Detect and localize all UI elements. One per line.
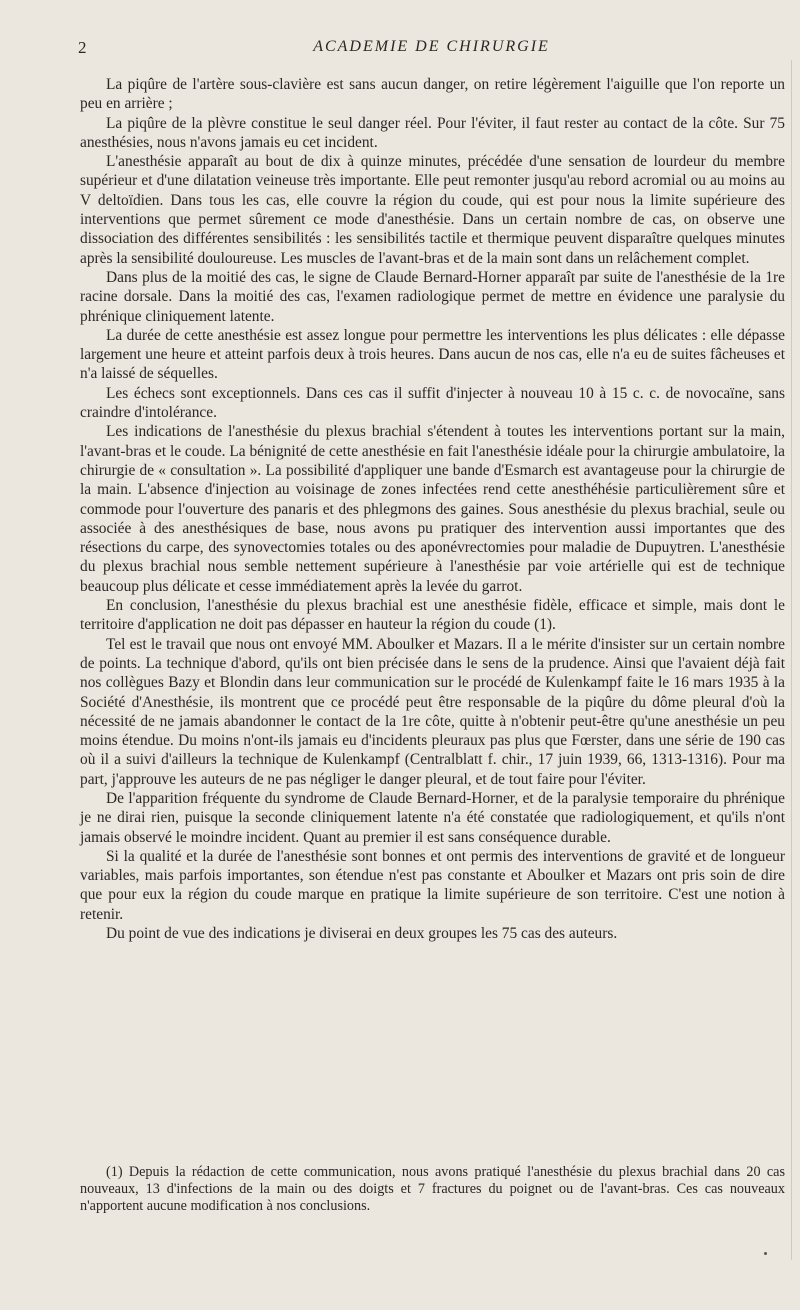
paragraph: La piqûre de l'artère sous-clavière est sans aucun danger, on retire légèrement l'aiguille que l'on reporte un peu en arrière ; [80, 76, 785, 113]
paragraph: Du point de vue des indications je diviserai en deux groupes les 75 cas des auteurs. [106, 925, 618, 943]
paragraph: La durée de cette anesthésie est assez longue pour permettre les interventions les plus délicates : elle dépasse largement une heure et atteint parfois deux à trois heures. Dans aucun de nos cas, elle n'a eu de suites fâcheuses et n'a laissé de séquelles. [80, 326, 785, 383]
paragraph: L'anesthésie apparaît au bout de dix à quinze minutes, précédée d'une sensation de lourdeur du membre supérieur et d'une dilatation veineuse très importante. Elle peut remonter jusqu'au rebord acromial ou au moins au V deltoïdien. Dans tous les cas, elle couvre la région du coude, qui est pour nous la limite supérieure des interventions que permet sûrement ce mode d'anesthésie. Dans un certain nombre de cas, on observe une dissociation des différentes sensibilités : les sensibilités tactile et thermique peuvent disparaître quelques minutes après la sensibilité douloureuse. Les muscles de l'avant-bras et de la main sont dans un relâchement complet. [80, 153, 785, 267]
body-text [80, 75, 785, 943]
paragraph: Les indications de l'anesthésie du plexus brachial s'étendent à toutes les interventions portant sur la main, l'avant-bras et le coude. La bénignité de cette anesthésie en fait l'anesthésie idéale pour la chirurgie ambulatoire, la chirurgie de « consultation ». La possibilité d'appliquer une bande d'Esmarch est avantageuse pour la chirurgie de la main. L'absence d'injection au voisinage de zones infectées rend cette anesthéhésie particulièrement sûre et commode pour l'ouverture des panaris et des phlegmons des gaines. Sous anesthésie du plexus brachial, seule ou associée à des anesthésiques de base, nous avons pu pratiquer des intervention aussi importantes que des résections du carpe, des synovectomies totales ou des aponévrectomies pour maladie de Dupuytren. L'anesthésie du plexus brachial nous semble nettement supérieure à l'anesthésie par voie artérielle qui est de technique beaucoup plus délicate et cesse immédiatement après la levée du garrot. [80, 423, 785, 595]
footnote-text: (1) Depuis la rédaction de cette communication, nous avons pratiqué l'anesthésie du plexus brachial dans 20 cas nouveaux, 13 d'infections de la main ou des doigts et 7 fractures du poignet ou de l'avant-bras. Ces cas nouveaux n'apportent aucune modification à nos conclusions. [80, 1164, 785, 1215]
page-number: 2 [78, 38, 87, 57]
page-header [78, 38, 785, 60]
paragraph: De l'apparition fréquente du syndrome de Claude Bernard-Horner, et de la paralysie temporaire du phrénique je ne dirai rien, puisque la seconde cliniquement latente n'a été constatée que radiologiquement, et qu'ils n'ont jamais observé le moindre incident. Quant au premier il est sans conséquence durable. [80, 789, 785, 846]
paragraph: Les échecs sont exceptionnels. Dans ces cas il suffit d'injecter à nouveau 10 à 15 c. c. de novocaïne, sans craindre d'intolérance. [80, 384, 785, 422]
page-edge-line [791, 60, 792, 1260]
paragraph: Si la qualité et la durée de l'anesthésie sont bonnes et ont permis des interventions de gravité et de longueur variables, mais parfois importantes, son étendue n'est pas constante et Aboulker et Mazars ont pris soin de dire que pour eux la région du coude marque en pratique la limite supérieure de son territoire. C'est une notion à retenir. [80, 847, 785, 923]
paragraph: Dans plus de la moitié des cas, le signe de Claude Bernard-Horner apparaît par suite de l'anesthésie de la 1re racine dorsale. Dans la moitié des cas, l'examen radiologique permet de mettre en évidence une paralysie du phrénique cliniquement latente. [80, 268, 785, 325]
paragraph: La piqûre de la plèvre constitue le seul danger réel. Pour l'éviter, il faut rester au contact de la côte. Sur 75 anesthésies, nous n'avons jamais eu cet incident. [80, 114, 785, 151]
running-head: ACADEMIE DE CHIRURGIE [313, 38, 550, 55]
footnote [80, 1164, 785, 1216]
paragraph: En conclusion, l'anesthésie du plexus brachial est une anesthésie fidèle, efficace et simple, mais dont le territoire d'application ne doit pas dépasser en hauteur la région du coude (1). [80, 597, 785, 634]
paragraph: Tel est le travail que nous ont envoyé MM. Aboulker et Mazars. Il a le mérite d'insister sur un certain nombre de points. La technique d'abord, qu'ils ont bien précisée dans le sens de la prudence. Ainsi que l'avaient déjà fait nos collègues Bazy et Blondin dans leur communication sur le procédé de Kulenkampf faite le 16 mars 1935 à la Société d'Anesthésie, ils montrent que ce procédé peut être responsable de la piqûre du dôme pleural d'où la nécessité de ne jamais abandonner le contact de la 1re côte, quitte à n'obtenir peut-être qu'une anesthésie un peu moins étendue. Du moins n'ont-ils jamais eu d'incidents pleuraux pas plus que Fœrster, dans une série de 190 cas où il a suivi d'ailleurs la technique de Kulenkampf (Centralblatt f. chir., 17 juin 1939, 66, 1313-1316). Pour ma part, j'approuve les auteurs de ne pas négliger le danger pleural, et de tout faire pour l'éviter. [80, 635, 785, 788]
ink-speck [764, 1252, 767, 1255]
